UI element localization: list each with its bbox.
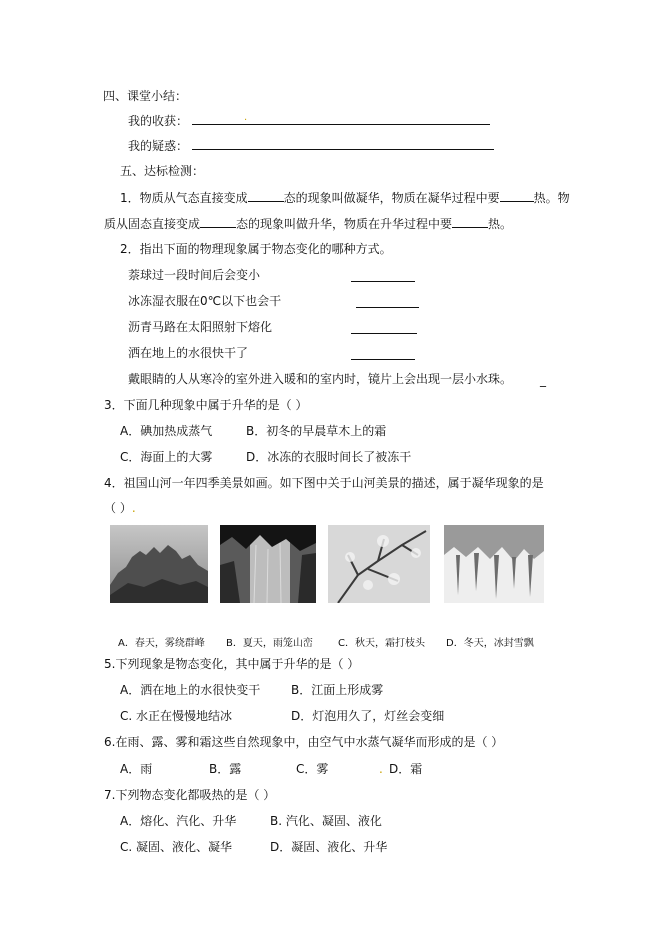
q6-option-c[interactable]: C．雾 [296, 762, 329, 776]
q5-option-d[interactable]: D．灯泡用久了，灯丝会变细 [291, 709, 445, 723]
gain-label: 我的收获： [128, 114, 189, 128]
q1-text-1: 1．物质从气态直接变成 [120, 191, 248, 205]
q5-option-a[interactable]: A．洒在地上的水很快变干 [120, 683, 261, 697]
q3-title: 3．下面几种现象中属于升华的是（ ） [104, 398, 308, 412]
q7-title: 7.下列物态变化都吸热的是（ ） [104, 788, 276, 802]
q4-paren-row [104, 500, 136, 516]
q2-blank-2[interactable] [356, 307, 419, 308]
q7-option-d[interactable]: D．凝固、液化、升华 [270, 840, 388, 854]
q4-caption-a[interactable]: A．春天，雾绕群峰 [118, 638, 205, 649]
q1-text-5: 态的现象叫做升华，物质在升华过程中要 [236, 217, 453, 231]
q2-title: 2．指出下面的物理现象属于物态变化的哪种方式。 [120, 242, 392, 256]
q1-blank-4[interactable] [452, 215, 488, 228]
q6-option-b[interactable]: B．露 [209, 762, 242, 776]
photo-spring-mist [110, 525, 208, 603]
q2-item-2: 冰冻湿衣服在0℃以下也会干 [128, 294, 282, 308]
section-5-title: 五、达标检测： [120, 164, 205, 178]
q4-caption-b[interactable]: B．夏天，雨笼山峦 [226, 638, 313, 649]
q2-item-3: 沥青马路在太阳照射下熔化 [128, 320, 273, 334]
q4-dot: . [131, 501, 136, 515]
q5-option-b[interactable]: B．江面上形成雾 [291, 683, 384, 697]
q7-option-c[interactable]: C. 凝固、液化、凝华 [120, 840, 233, 854]
photo-summer-rain [220, 525, 316, 603]
q6-option-a[interactable]: A．雨 [120, 762, 153, 776]
q4-title: 4．祖国山河一年四季美景如画。如下图中关于山河美景的描述，属于凝华现象的是 [104, 476, 544, 490]
q1-blank-1[interactable] [248, 189, 284, 202]
q3-option-d[interactable]: D．冰冻的衣服时间长了被冻干 [246, 450, 412, 464]
q6-dot: . [379, 762, 383, 776]
q2-item-5: 戴眼睛的人从寒冷的室外进入暖和的室内时，镜片上会出现一层小水珠。 [128, 372, 513, 386]
q1-text-4: 质从固态直接变成 [104, 217, 201, 231]
q2-item-1: 萘球过一段时间后会变小 [128, 268, 261, 282]
q3-option-b[interactable]: B．初冬的早晨草木上的霜 [246, 424, 387, 438]
q1-text-3: 热。物 [533, 191, 570, 205]
q3-option-c[interactable]: C．海面上的大雾 [120, 450, 213, 464]
q1-line1 [120, 189, 570, 206]
q1-line2 [104, 215, 512, 232]
q6-option-d[interactable]: D．霜 [389, 762, 423, 776]
q2-blank-1[interactable] [351, 281, 415, 282]
q2-blank-4[interactable] [351, 359, 415, 360]
doubt-blank[interactable] [192, 137, 494, 150]
doubt-row [128, 137, 494, 154]
q2-blank-3[interactable] [351, 333, 417, 334]
photo-winter-ice [444, 525, 544, 603]
q7-option-a[interactable]: A．熔化、汽化、升华 [120, 814, 237, 828]
q6-dot-row [379, 761, 383, 777]
gain-blank[interactable]: . [192, 112, 490, 125]
section-4-title: 四、课堂小结： [103, 89, 188, 103]
q3-option-a[interactable]: A．碘加热成蒸气 [120, 424, 213, 438]
q5-title: 5.下列现象是物态变化，其中属于升华的是（ ） [104, 657, 360, 671]
q4-caption-d[interactable]: D．冬天，冰封雪飘 [446, 638, 534, 649]
q1-text-6: 热。 [488, 217, 513, 231]
q2-mark: _ [540, 373, 546, 387]
q2-item-4: 洒在地上的水很快干了 [128, 346, 249, 360]
photo-autumn-frost [328, 525, 430, 603]
q1-blank-2[interactable] [500, 189, 534, 202]
q1-blank-3[interactable] [200, 215, 236, 228]
q6-title: 6.在雨、露、雾和霜这些自然现象中，由空气中水蒸气凝华而形成的是（ ） [104, 735, 504, 749]
doubt-label: 我的疑惑： [128, 139, 189, 153]
q5-option-c[interactable]: C. 水正在慢慢地结冰 [120, 709, 233, 723]
q1-text-2: 态的现象叫做凝华，物质在凝华过程中要 [283, 191, 500, 205]
q4-caption-c[interactable]: C．秋天，霜打枝头 [338, 638, 425, 649]
gain-row [128, 112, 490, 129]
q7-option-b[interactable]: B. 汽化、凝固、液化 [270, 814, 382, 828]
q4-paren: （ ） [104, 501, 132, 515]
